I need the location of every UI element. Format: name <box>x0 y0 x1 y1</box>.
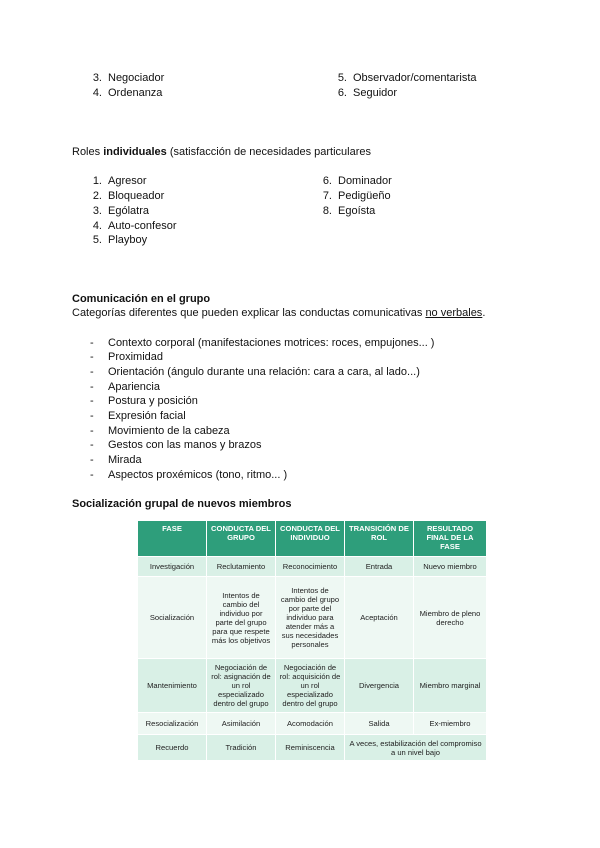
section-intro: Categorías diferentes que pueden explicar las conductas comunicativas no verbales. <box>72 307 486 319</box>
list-item: 5. Observador/comentarista <box>337 72 477 84</box>
table-cell: A veces, estabilización del compromiso a un nivel bajo <box>345 735 487 761</box>
table-cell: Resocialización <box>138 713 207 735</box>
table-header-cell: CONDUCTA DEL INDIVIDUO <box>276 521 345 557</box>
table-cell: Recuerdo <box>138 735 207 761</box>
table-header-cell: TRANSICIÓN DE ROL <box>345 521 414 557</box>
list-item: 3. Negociador <box>92 72 165 84</box>
table-cell: Ex-miembro <box>414 713 487 735</box>
list-item: - Postura y posición <box>90 395 198 407</box>
section-heading: Socialización grupal de nuevos miembros <box>72 498 292 510</box>
table-header-cell: CONDUCTA DEL GRUPO <box>207 521 276 557</box>
list-item: - Proximidad <box>90 351 164 363</box>
table-cell: Intentos de cambio del individuo por parte del grupo para que respete más los objetivos <box>207 577 276 659</box>
individual-roles-title: Roles individuales (satisfacción de necesidades particulares <box>72 146 371 158</box>
table-cell: Nuevo miembro <box>414 557 487 577</box>
socialization-table <box>137 520 487 761</box>
list-item: - Gestos con las manos y brazos <box>90 439 262 451</box>
table-row <box>138 557 487 577</box>
table-row <box>138 659 487 713</box>
table-cell: Asimilación <box>207 713 276 735</box>
list-item: - Movimiento de la cabeza <box>90 425 230 437</box>
table-cell: Entrada <box>345 557 414 577</box>
table-cell: Negociación de rol: acquisición de un rol especializado dentro del grupo <box>276 659 345 713</box>
list-item: 3. Ególatra <box>92 205 149 217</box>
table-cell: Investigación <box>138 557 207 577</box>
section-heading: Comunicación en el grupo <box>72 293 211 305</box>
list-item: - Expresión facial <box>90 410 186 422</box>
table-cell: Reclutamiento <box>207 557 276 577</box>
list-item: 8. Egoísta <box>322 205 376 217</box>
table-cell: Negociación de rol: asignación de un rol especializado dentro del grupo <box>207 659 276 713</box>
table-cell: Reminiscencia <box>276 735 345 761</box>
table-cell: Miembro de pleno derecho <box>414 577 487 659</box>
table-row <box>138 577 487 659</box>
table-cell: Mantenimiento <box>138 659 207 713</box>
table-cell: Aceptación <box>345 577 414 659</box>
list-item: - Contexto corporal (manifestaciones motrices: roces, empujones... ) <box>90 337 435 349</box>
list-item: - Apariencia <box>90 381 160 393</box>
table-cell: Divergencia <box>345 659 414 713</box>
table-cell: Miembro marginal <box>414 659 487 713</box>
table-cell: Intentos de cambio del grupo por parte del individuo para atender más a sus necesidades personales <box>276 577 345 659</box>
list-item: 4. Auto-confesor <box>92 220 177 232</box>
list-item: 4. Ordenanza <box>92 87 163 99</box>
table-cell: Salida <box>345 713 414 735</box>
table-row <box>138 735 487 761</box>
table-header-cell: FASE <box>138 521 207 557</box>
table-cell: Reconocimiento <box>276 557 345 577</box>
list-item: 6. Dominador <box>322 175 392 187</box>
list-item: 7. Pedigüeño <box>322 190 391 202</box>
list-item: - Aspectos proxémicos (tono, ritmo... ) <box>90 469 288 481</box>
table-header-cell: RESULTADO FINAL DE LA FASE <box>414 521 487 557</box>
list-item: 2. Bloqueador <box>92 190 165 202</box>
table-cell: Socialización <box>138 577 207 659</box>
list-item: 1. Agresor <box>92 175 147 187</box>
table-row <box>138 713 487 735</box>
list-item: - Mirada <box>90 454 142 466</box>
list-item: - Orientación (ángulo durante una relación: cara a cara, al lado...) <box>90 366 420 378</box>
list-item: 5. Playboy <box>92 234 148 246</box>
table-cell: Acomodación <box>276 713 345 735</box>
list-item: 6. Seguidor <box>337 87 398 99</box>
table-cell: Tradición <box>207 735 276 761</box>
